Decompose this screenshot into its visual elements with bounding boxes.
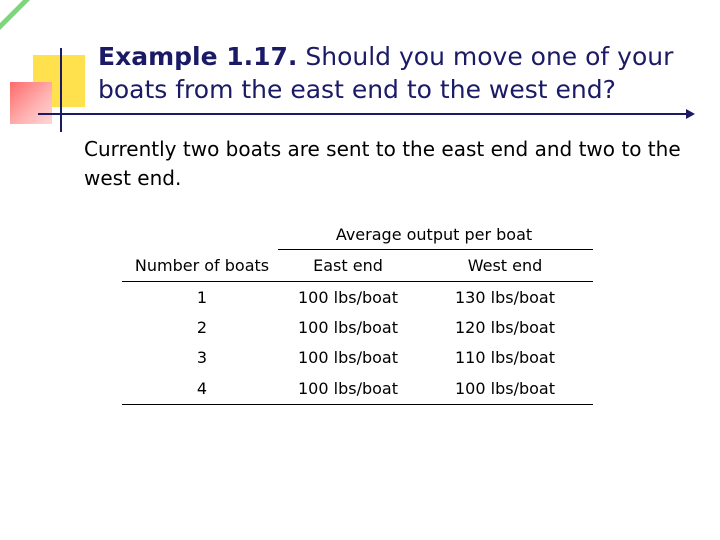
table-cell-west: 120 lbs/boat: [455, 318, 555, 337]
table-cell-west: 100 lbs/boat: [455, 379, 555, 398]
title-question: Should you move one of your boats from the east end to the west end?: [98, 42, 674, 104]
intro-text: Currently two boats are sent to the east end and two to the west end.: [84, 137, 681, 190]
header-rule: [122, 281, 593, 282]
example-number: Example 1.17.: [98, 42, 298, 71]
table-cell-boats: 4: [196, 379, 208, 398]
group-header: Average output per boat: [335, 225, 533, 244]
header-number-of-boats: Number of boats: [134, 256, 270, 275]
header-east-end: East end: [313, 256, 383, 275]
table-cell-west: 130 lbs/boat: [455, 288, 555, 307]
table-cell-east: 100 lbs/boat: [298, 318, 398, 337]
table-cell-boats: 3: [196, 348, 208, 367]
table-cell-boats: 1: [196, 288, 208, 307]
table-cell-east: 100 lbs/boat: [298, 379, 398, 398]
table-cell-west: 110 lbs/boat: [455, 348, 555, 367]
table-cell-boats: 2: [196, 318, 208, 337]
table-bottom-rule: [122, 404, 593, 405]
group-header-rule: [278, 249, 593, 250]
header-west-end: West end: [467, 256, 543, 275]
table-cell-east: 100 lbs/boat: [298, 288, 398, 307]
table-cell-east: 100 lbs/boat: [298, 348, 398, 367]
